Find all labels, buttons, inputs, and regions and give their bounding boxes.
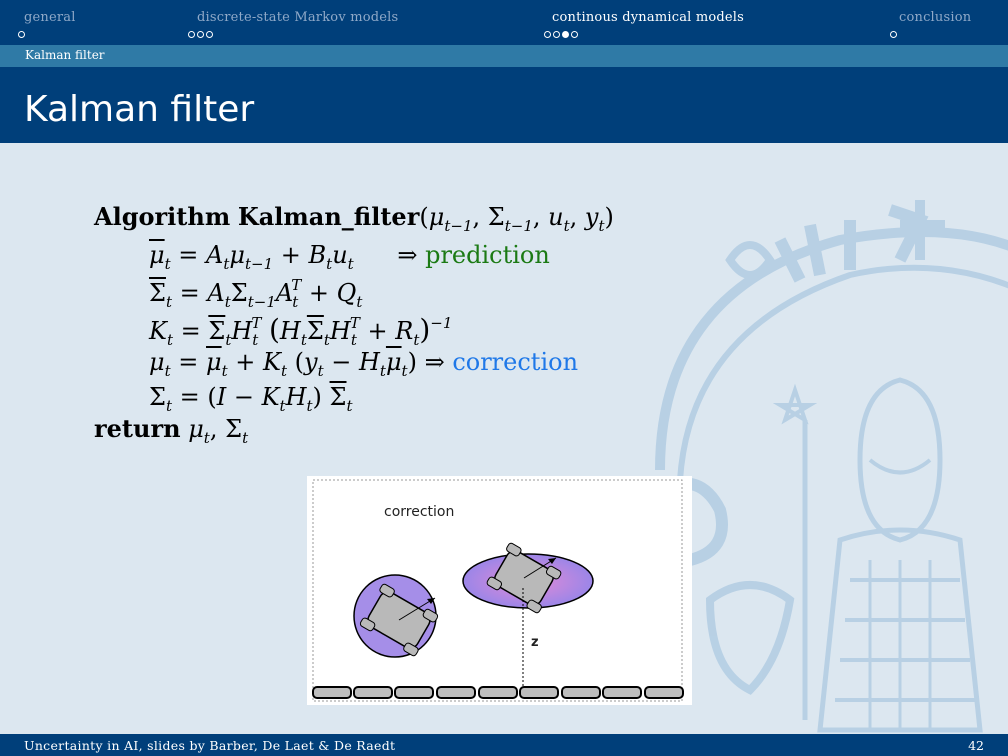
frame-dot[interactable]	[197, 31, 204, 38]
subsection-bar	[0, 45, 1008, 67]
return-keyword: return	[94, 414, 181, 443]
prediction-note: prediction	[425, 241, 550, 269]
frame-dot[interactable]	[188, 31, 195, 38]
nav-dots-dynamical	[544, 31, 578, 38]
section-navigation	[0, 0, 1008, 45]
nav-section-markov[interactable]: discrete-state Markov models	[197, 10, 399, 25]
frame-dot-current[interactable]	[562, 31, 569, 38]
nav-section-conclusion[interactable]: conclusion	[899, 10, 972, 25]
robot-illustration	[307, 476, 692, 705]
nav-section-dynamical[interactable]: continous dynamical models	[552, 10, 745, 25]
footer-bar	[0, 734, 1008, 756]
frame-dot[interactable]	[18, 31, 25, 38]
algorithm-header	[94, 202, 614, 235]
subsection-title: Kalman filter	[25, 48, 105, 62]
page-title: Kalman filter	[24, 89, 255, 130]
algorithm-return: return $\mu_t$, $\Sigma_t$	[94, 414, 249, 447]
footer-credit: Uncertainty in AI, slides by Barber, De Laet & De Raedt	[24, 738, 396, 753]
nav-section-general[interactable]: general	[24, 10, 76, 25]
frame-dot[interactable]	[890, 31, 897, 38]
algorithm-signature: ($\mu_{t-1}$, $\Sigma_{t-1}$, $u_t$, $y_t$)	[419, 203, 614, 235]
frame-dot[interactable]	[544, 31, 551, 38]
figure-label: correction	[384, 504, 455, 520]
posterior-belief-robot	[463, 542, 593, 614]
equation-covariance-correction: $\Sigma_t = (I - K_tH_t)$ $\overline{\Sigma}_t$	[149, 383, 353, 415]
measurement-label: z	[531, 635, 539, 650]
algorithm-name: Kalman_filter	[237, 202, 420, 231]
equation-covariance-prediction: $\overline{\Sigma}_t = A_t\Sigma_{t-1}A_t^T + Q_t$	[149, 276, 363, 311]
equation-mean-correction: $\mu_t = \overline{\mu}_t + K_t$ $(y_t - H_t\overline{\mu}_t)$ ⇒ correction	[149, 348, 579, 380]
frame-dot[interactable]	[206, 31, 213, 38]
wall-segments	[313, 687, 683, 698]
nav-dots-general	[18, 31, 25, 38]
nav-dots-markov	[188, 31, 213, 38]
frame-dot[interactable]	[553, 31, 560, 38]
frame-dot[interactable]	[571, 31, 578, 38]
title-bar	[0, 67, 1008, 143]
page-number: 42	[968, 738, 984, 753]
correction-note: correction	[452, 348, 579, 376]
equation-mean-prediction: $\overline{\mu}_t = A_t\mu_{t-1} + B_tu_t$ ⇒ prediction	[149, 241, 550, 273]
prior-belief-robot	[354, 575, 439, 657]
nav-dots-conclusion	[890, 31, 897, 38]
equation-kalman-gain: $K_t = \overline{\Sigma}_tH_t^T$ $(H_t\overline{\Sigma}_tH_t^T + R_t)^{-1}$	[149, 313, 453, 349]
kalman-correction-figure	[307, 476, 692, 705]
algorithm-keyword: Algorithm	[94, 202, 231, 231]
